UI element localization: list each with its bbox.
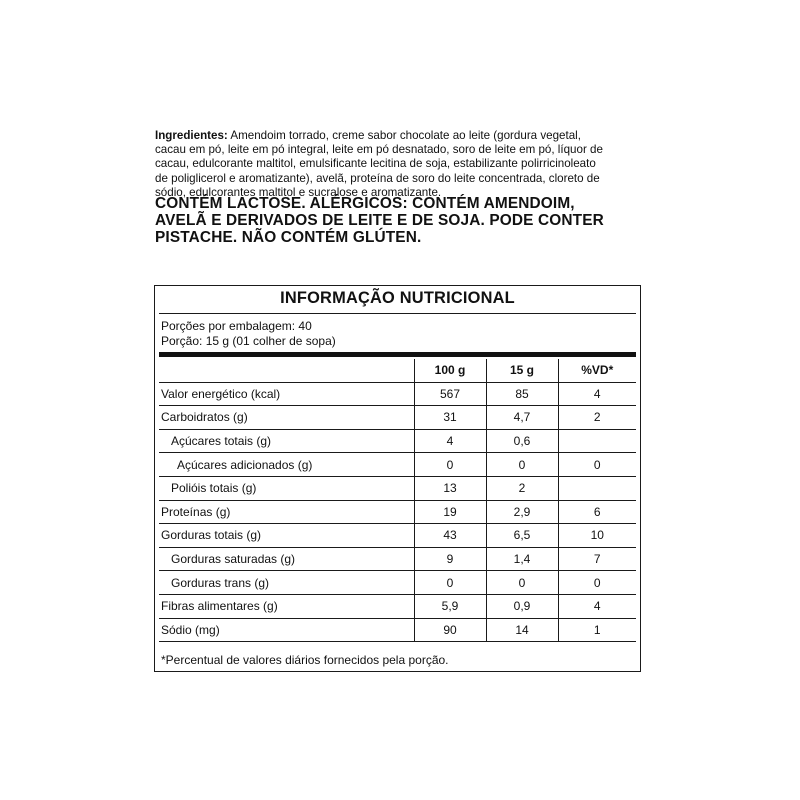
- table-row: [159, 547, 636, 571]
- value-per-100g: 5,9: [414, 594, 486, 618]
- nutrient-name: Gorduras saturadas (g): [159, 547, 414, 571]
- value-per-15g: 4,7: [486, 406, 558, 430]
- value-per-15g: 0: [486, 571, 558, 595]
- value-per-100g: 567: [414, 382, 486, 406]
- ingredients-text: [155, 129, 607, 200]
- value-daily-pct: [558, 429, 636, 453]
- nutrient-name: Proteínas (g): [159, 500, 414, 524]
- nutrient-name: Açúcares totais (g): [159, 429, 414, 453]
- value-per-15g: 14: [486, 618, 558, 642]
- value-per-100g: 0: [414, 571, 486, 595]
- value-daily-pct: 0: [558, 571, 636, 595]
- nutrition-table: [159, 359, 636, 642]
- nutrient-name: Açúcares adicionados (g): [159, 453, 414, 477]
- serving-size: Porção: 15 g (01 colher de sopa): [161, 334, 336, 348]
- value-per-15g: 0: [486, 453, 558, 477]
- value-daily-pct: 1: [558, 618, 636, 642]
- table-row: [159, 594, 636, 618]
- value-daily-pct: 4: [558, 594, 636, 618]
- value-per-15g: 0,9: [486, 594, 558, 618]
- value-per-100g: 9: [414, 547, 486, 571]
- table-row: [159, 453, 636, 477]
- value-per-15g: 85: [486, 382, 558, 406]
- footnote: *Percentual de valores diários fornecidos pela porção.: [161, 653, 449, 667]
- value-per-100g: 13: [414, 476, 486, 500]
- value-daily-pct: 0: [558, 453, 636, 477]
- nutrient-name: Valor energético (kcal): [159, 382, 414, 406]
- value-daily-pct: 2: [558, 406, 636, 430]
- table-header-row: [159, 359, 636, 382]
- nutrient-name: Sódio (mg): [159, 618, 414, 642]
- table-row: [159, 382, 636, 406]
- nutrition-facts-panel: [154, 285, 641, 672]
- value-per-15g: 2: [486, 476, 558, 500]
- header-nutrient: [159, 359, 414, 382]
- value-per-15g: 2,9: [486, 500, 558, 524]
- thick-divider: [159, 352, 636, 357]
- table-row: [159, 476, 636, 500]
- nutrition-title: INFORMAÇÃO NUTRICIONAL: [280, 289, 515, 307]
- header-daily-value: %VD*: [558, 359, 636, 382]
- header-per-15g: 15 g: [486, 359, 558, 382]
- servings-per-package: Porções por embalagem: 40: [161, 319, 312, 333]
- table-row: [159, 429, 636, 453]
- value-per-100g: 90: [414, 618, 486, 642]
- value-daily-pct: 10: [558, 524, 636, 548]
- nutrient-name: Fibras alimentares (g): [159, 594, 414, 618]
- value-daily-pct: 6: [558, 500, 636, 524]
- table-row: [159, 500, 636, 524]
- allergen-warning: CONTÉM LACTOSE. ALÉRGICOS: CONTÉM AMENDOIM, AVELÃ E DERIVADOS DE LEITE E DE SOJA. PODE CONTER PISTACHE. NÃO CONTÉM GLÚTEN.: [155, 195, 604, 246]
- table-row: [159, 618, 636, 642]
- table-row: [159, 406, 636, 430]
- value-per-15g: 0,6: [486, 429, 558, 453]
- value-per-100g: 31: [414, 406, 486, 430]
- title-divider: [159, 313, 636, 314]
- value-per-100g: 19: [414, 500, 486, 524]
- table-row: [159, 524, 636, 548]
- value-daily-pct: 4: [558, 382, 636, 406]
- value-per-100g: 0: [414, 453, 486, 477]
- value-per-100g: 4: [414, 429, 486, 453]
- value-per-100g: 43: [414, 524, 486, 548]
- ingredients-list: Amendoim torrado, creme sabor chocolate ao leite (gordura vegetal, cacau em pó, leite em pó integral, leite em pó desnatado, soro de leite em pó, líquor de cacau, edulcorante maltitol, emulsificante lecitina de soja, estabilizante polirricinoleato de poliglicerol e aromatizante), avelã, proteína de soro do leite concentrada, cloreto de sódio, edulcorantes maltitol e sucralose e aromatizante.: [155, 129, 603, 199]
- nutrient-name: Polióis totais (g): [159, 476, 414, 500]
- ingredients-label: Ingredientes:: [155, 129, 228, 142]
- table-row: [159, 571, 636, 595]
- nutrient-name: Carboidratos (g): [159, 406, 414, 430]
- value-per-15g: 1,4: [486, 547, 558, 571]
- value-per-15g: 6,5: [486, 524, 558, 548]
- nutrient-name: Gorduras totais (g): [159, 524, 414, 548]
- value-daily-pct: [558, 476, 636, 500]
- nutrient-name: Gorduras trans (g): [159, 571, 414, 595]
- value-daily-pct: 7: [558, 547, 636, 571]
- header-per-100g: 100 g: [414, 359, 486, 382]
